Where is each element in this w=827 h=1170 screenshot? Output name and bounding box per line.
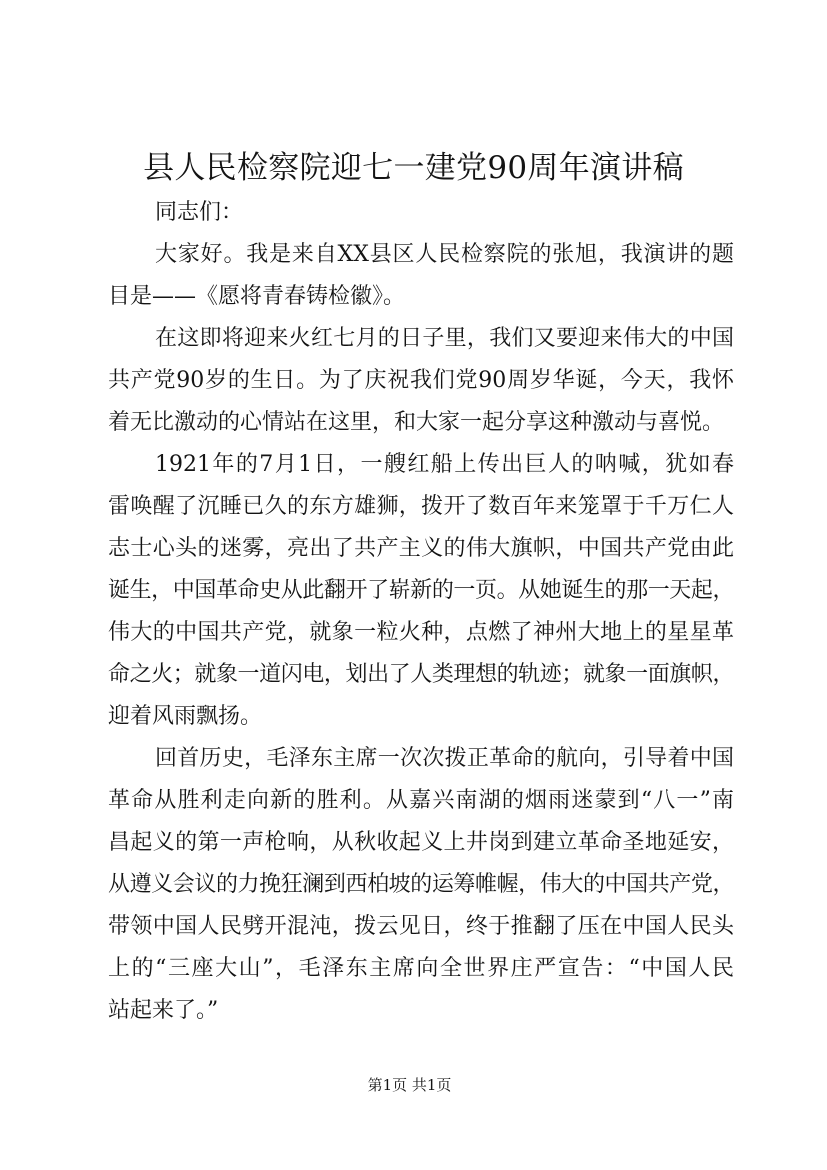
text-line: 1921年的7月1日，一艘红船上传出巨人的呐喊，犹如春	[155, 452, 734, 477]
paragraph-intro	[108, 234, 734, 318]
text-line: 雷唤醒了沉睡已久的东方雄狮，拨开了数百年来笼罩于千万仁人	[108, 494, 734, 519]
text-line: 革命从胜利走向新的胜利。从嘉兴南湖的烟雨迷蒙到“八一”南	[108, 788, 734, 813]
document-title: 县人民检察院迎七一建党90周年演讲稿	[143, 150, 684, 186]
text-line: 着无比激动的心情站在这里，和大家一起分享这种激动与喜悦。	[108, 410, 725, 435]
text-line: 大家好。我是来自XX县区人民检察院的张旭，我演讲的题	[155, 242, 734, 267]
document-body	[108, 192, 734, 1032]
page-number-footer: 第1页 共1页	[367, 1076, 452, 1094]
text-line: 伟大的中国共产党，就象一粒火种，点燃了神州大地上的星星革	[108, 620, 734, 645]
text-line: 共产党90岁的生日。为了庆祝我们党90周岁华诞，今天，我怀	[108, 368, 734, 393]
text-line: 从遵义会议的力挽狂澜到西柏坡的运筹帷幄，伟大的中国共产党，	[108, 872, 734, 897]
text-line: 迎着风雨飘扬。	[108, 704, 263, 729]
text-line: 昌起义的第一声枪响，从秋收起义上井岗到建立革命圣地延安，	[108, 830, 734, 855]
paragraph-celebration	[108, 318, 734, 444]
paragraph-history-1921	[108, 444, 734, 738]
text-line: 志士心头的迷雾，亮出了共产主义的伟大旗帜，中国共产党由此	[108, 536, 734, 561]
paragraph-greeting	[108, 192, 734, 234]
paragraph-review	[108, 738, 734, 1032]
text-line: 带领中国人民劈开混沌，拨云见日，终于推翻了压在中国人民头	[108, 914, 734, 939]
text-line: 目是——《愿将青春铸检徽》。	[108, 284, 406, 309]
text-line: 回首历史，毛泽东主席一次次拨正革命的航向，引导着中国	[155, 746, 734, 771]
text-line: 同志们：	[155, 200, 244, 225]
text-line: 上的“三座大山”，毛泽东主席向全世界庄严宣告：“中国人民	[108, 956, 734, 981]
text-line: 在这即将迎来火红七月的日子里，我们又要迎来伟大的中国	[155, 326, 734, 351]
text-line: 诞生，中国革命史从此翻开了崭新的一页。从她诞生的那一天起，	[108, 578, 734, 603]
text-line: 站起来了。”	[108, 998, 219, 1023]
text-line: 命之火；就象一道闪电，划出了人类理想的轨迹；就象一面旗帜，	[108, 662, 734, 687]
